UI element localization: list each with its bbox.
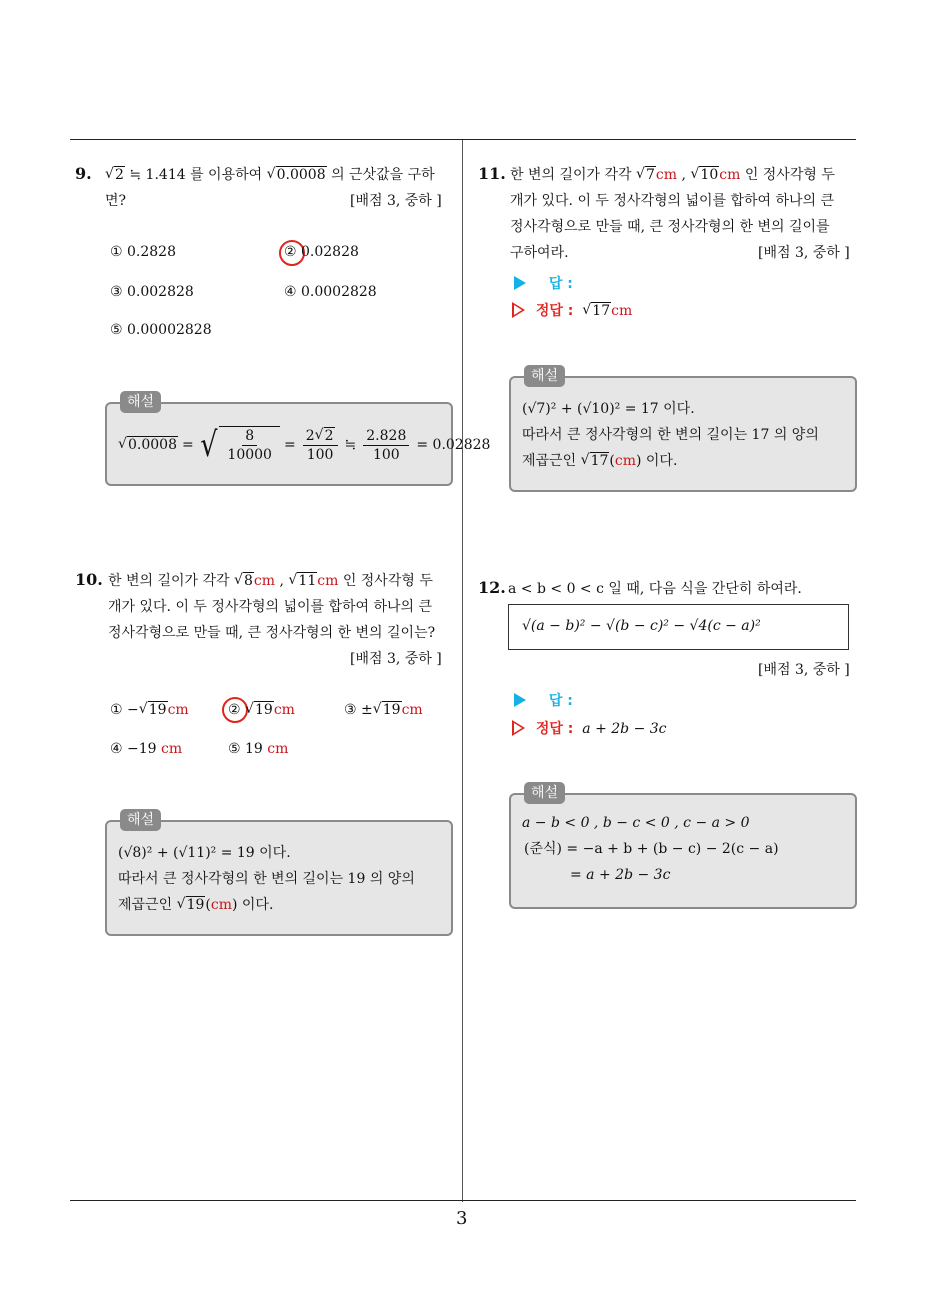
choice-4[interactable]: ④ 0.0002828 — [284, 284, 377, 300]
correct-answer-row: 정답 : a + 2b − 3c — [512, 718, 667, 738]
question-text: a < b < 0 < c 일 때, 다음 식을 간단히 하여라. — [508, 581, 802, 597]
question-number: 10. — [75, 570, 103, 589]
explanation-line3: 제곱근인 √ 19(cm) 이다. — [118, 892, 273, 918]
score-label: [배점 3, 중하 ] — [758, 245, 850, 261]
sqrt-value: √ 0.0008 — [267, 162, 327, 188]
choice-5[interactable]: ⑤ 0.00002828 — [110, 322, 212, 338]
score-label: [배점 3, 중하 ] — [350, 651, 442, 667]
explanation-tag: 해설 — [524, 365, 565, 387]
choice-2[interactable]: ② √ 19cm — [228, 702, 295, 718]
choice-3[interactable]: ③ 0.002828 — [110, 284, 194, 300]
question-text: √ 2 ≒ 1.414 를 이용하여 √ 0.0008 의 근삿값을 구하 — [105, 162, 435, 188]
correct-answer-row: 정답 : √ 17cm — [512, 300, 632, 320]
choice-2[interactable]: ② 0.02828 — [284, 244, 359, 260]
sqrt-2: √ 2 — [105, 162, 125, 188]
outline-play-icon — [512, 720, 525, 736]
question-number: 9. — [75, 164, 92, 183]
outline-play-icon — [512, 302, 525, 318]
choice-3[interactable]: ③ ±√ 19cm — [344, 702, 423, 718]
play-icon — [514, 693, 526, 707]
expression: √(a − b)² − √(b − c)² − √4(c − a)² — [522, 618, 761, 634]
question-text-line2: 개가 있다. 이 두 정사각형의 넓이를 합하여 하나의 큰 — [108, 599, 433, 615]
question-text-cont: 면? — [105, 193, 127, 209]
choice-1[interactable]: ① −√ 19cm — [110, 702, 189, 718]
choice-4[interactable]: ④ −19 cm — [110, 741, 183, 757]
explanation-line1: (√8)² + (√11)² = 19 이다. — [118, 845, 291, 861]
choice-1[interactable]: ① 0.2828 — [110, 244, 176, 260]
choice-5[interactable]: ⑤ 19 cm — [228, 741, 289, 757]
score-label: [배점 3, 중하 ] — [350, 193, 442, 209]
question-text-line4: 구하여라. — [510, 245, 569, 261]
answer-row: 답 : — [514, 690, 573, 710]
explanation-formula: √ 0.0008 = √ $\frac{8}{10000}$ = $\frac{2√ 2}{100}$ ≒ $\frac{2.828}{100}$ = 0.02828 — [118, 426, 490, 464]
explanation-line1: (√7)² + (√10)² = 17 이다. — [522, 401, 695, 417]
question-text: 한 변의 길이가 각각 √ 7cm , √ 10cm 인 정사각형 두 — [510, 162, 835, 188]
explanation-line2: 따라서 큰 정사각형의 한 변의 길이는 17 의 양의 — [522, 427, 819, 443]
question-text-line3: 정사각형으로 만들 때, 큰 정사각형의 한 변의 길이는? — [108, 625, 436, 641]
explanation-tag: 해설 — [524, 782, 565, 804]
explanation-line2: (준식) = −a + b + (b − c) − 2(c − a) — [524, 841, 779, 857]
explanation-line3: = a + 2b − 3c — [570, 867, 671, 883]
question-text-line3: 정사각형으로 만들 때, 큰 정사각형의 한 변의 길이를 — [510, 219, 830, 235]
page-number: 3 — [456, 1208, 468, 1229]
play-icon — [514, 276, 526, 290]
column-divider — [462, 140, 463, 1202]
bottom-rule — [70, 1200, 856, 1201]
question-text-line2: 개가 있다. 이 두 정사각형의 넓이를 합하여 하나의 큰 — [510, 193, 835, 209]
explanation-line2: 따라서 큰 정사각형의 한 변의 길이는 19 의 양의 — [118, 871, 415, 887]
top-rule — [70, 139, 856, 140]
explanation-line1: a − b < 0 , b − c < 0 , c − a > 0 — [522, 815, 750, 831]
explanation-tag: 해설 — [120, 391, 161, 413]
score-label: [배점 3, 중하 ] — [758, 662, 850, 678]
question-number: 12. — [478, 578, 506, 597]
explanation-line3: 제곱근인 √ 17(cm) 이다. — [522, 448, 677, 474]
question-text: 한 변의 길이가 각각 √ 8cm , √ 11cm 인 정사각형 두 — [108, 568, 433, 594]
explanation-tag: 해설 — [120, 809, 161, 831]
question-number: 11. — [478, 164, 506, 183]
answer-row: 답 : — [514, 273, 573, 293]
